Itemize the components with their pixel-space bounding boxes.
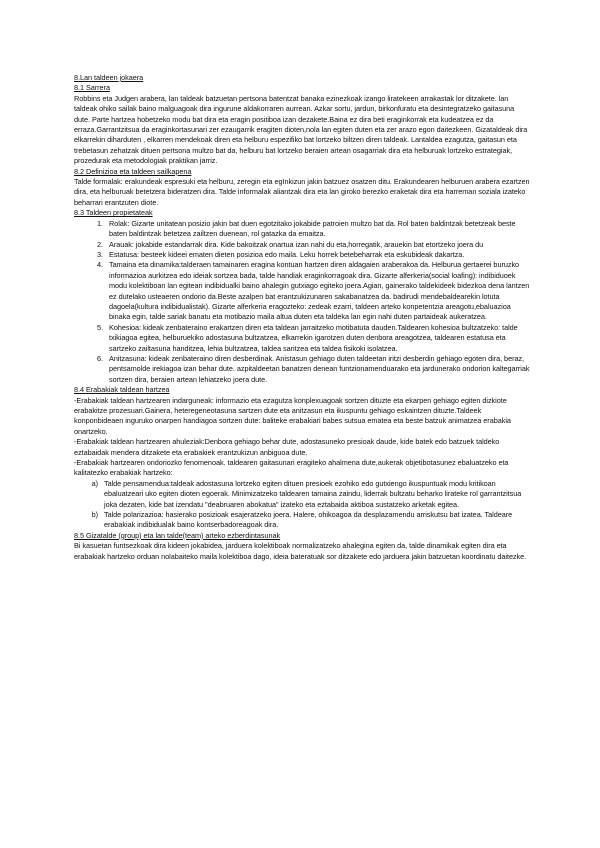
- list-item-text: Anitzasuna: kideak zenbateraino diren desberdinak. Anistasun gehiago duten taldeetan iritzi desberdin gehiago egoten dira, beraz, pentsamolde irekiagoa izan behar dute. azpitaldeetan banatzen denean funtzionamenduarako eta jardunerako ondorion kaltegarriak sortzen dira, beraien artean lehiatzeko joera dute.: [109, 353, 530, 384]
- list-item: [74, 240, 532, 250]
- list-item: [74, 260, 532, 322]
- section-heading-ezberdintasunak: 8.5 Gizatalde (group) eta lan talde(team) arteko ezberdintasunak: [74, 530, 281, 540]
- list-item-number: 3.: [97, 249, 103, 259]
- list-item: [74, 354, 532, 385]
- list-item-text: Talde pensamendua:taldeak adostasuna lortzeko egiten dituen presioek ezohiko edo gutxiengo ikuspuntuak modu kritikoan ebaluatzeari uko egiten dioten egoerak. Minimizatzeko taldearen tamaina zaindu, liderrak bultzatu beharko lirateke rol garrantzitsua joka dezaten, kide bat izendatu "deabruaren abokatua" izateko eta eztabaida aktiboa sustatzeko arketak egitea.: [104, 478, 522, 509]
- section-heading-erabakiak: 8.4 Erabakiak taldean hartzea: [74, 385, 170, 395]
- section-heading-sarrera: 8.1 Sarrera: [74, 83, 110, 93]
- document-body: [74, 73, 532, 562]
- list-item-text: Estatusa: besteek kideei ematen dieten posizioa edo maila. Leku horrek betebeharrak eta eskubideak dakartza.: [109, 249, 465, 259]
- properties-list: [74, 219, 532, 386]
- list-item: [74, 219, 532, 240]
- list-item-letter: b): [91, 510, 98, 520]
- section-paragraph-fenomenoak: -Erabakiak hartzearen ondoriozko fenomenoak. taldearen gaitasunari eragiteko ahalmena dute,aukerak objetibotasunez ebaluatzeko eta kalitatezko erabakiak hartzeko:: [74, 458, 509, 478]
- list-item-number: 1.: [97, 218, 103, 228]
- list-item-text: Tamaina eta dinamika:talderaen tamainaren eragina kontuan hartzen diren aldagaien araberakoa da. Helburua gertaerei buruzko informazioa aurkitzea edo ideiak sortzea bada, talde handiak eraginkorragoak dira. Gizarte alferkeria(social loafing): indibiduoek modu kolektiboan lan egitean indibidualki baino ahalegin gutxiago egiteko joera.Agian, gainerako taldekideek bidezkoa dena lantzen ez dutelako usteaeren ondorio da.Beste azalpen bat erantzukizunaren sakabanatzea da. badirudi mendebaldearekin lotuta dagoela(kultura indibidualistak). Gizarte alferkeria eragozteko: zedeak ezarri, taldeen arteko konpetentzia areagotu,ebaluazioa binaka egin, talde sariak banatu eta motibazio maila altua duten eta taldeka lan egin nahi duten partaideak aukeratzea.: [109, 260, 530, 322]
- document-title: 8.Lan taldeen jokaera: [74, 73, 144, 82]
- list-item-text: Rolak: Gizarte unitatean posizio jakin bat duen egotzitako jokabide patroien multzo bat da. Rol baten baldintzak betetzeak beste baten baldintzak betetzea zailtzen duenean, rol gatazka da emaitza.: [109, 218, 516, 239]
- list-item-text: Talde polarizazioa: hasierako posizioak esajeratzeko joera. Halere, ohikoagoa da desplazamendu arriskutsu bat izatea. Taldeare erabakiak indibidualak baino kontserbadoreagoak dira.: [104, 510, 513, 530]
- section-paragraph-ezberdintasunak: Bi kasuetan funtsezkoak dira kideen jokabidea, jarduera kolektiboak normalizatzeko ahalegina egiten da, talde dinamikak egiten dira eta erabakiak hartzeko orduan nolabaiteko maila kolektiboa dago, ideia bateratuak sor ditzakete edo jarduera jakin batzuetan koordinatu daitezke.: [74, 541, 527, 561]
- section-heading-definizioa: 8.2 Definizioa eta taldeen sailkapena: [74, 166, 192, 176]
- list-item: [74, 250, 532, 260]
- section-paragraph-ahuleziak: -Erabakiak taldean hartzearen ahuleziak:Denbora gehiago behar dute, adostasuneko presioak daude, kide batek edo batzuek taldeko eztabaidak mendera ditzakete eta erabakiek erantzukizun anbiguoa dute.: [74, 437, 500, 457]
- list-item-letter: a): [91, 478, 98, 488]
- list-item-number: 2.: [97, 239, 103, 249]
- list-item-number: 6.: [97, 353, 103, 363]
- list-item: [74, 323, 532, 354]
- phenomena-list: [74, 479, 532, 531]
- list-item-number: 5.: [97, 322, 103, 332]
- list-item: [74, 479, 532, 510]
- section-paragraph-sarrera: Robbins eta Judgen arabera, lan taldeak batzuetan pertsona batentzat banaka ezinezkoak izango liratekeen arrakastak lor ditzakete. lan taldeak ohiko sailak baino malguagoak dira ingurune aldakorraren aurrean. Azkar sortu, jardun, birkonfuratu eta desintegratzeko gaitasuna dute. Parte hartzea hobetzeko modu bat dira eta eragin positiboa izan dezakete.Baina ez dira beti eraginkorrak eta kudeatzea ez da erraza.Garrantzitsua da eraginkortasunari zer ezaugarrik eragiten dioten,nola lan egiten duten eta zer arazo egon daitezkeen. Gizataldeak dira elkarrekin diharduten , elkarren mendekoak diren eta helburu espezifiko bat lortzeko biltzen diren taldeak. Lantaldea ezagutza, gaitasun eta trebetasun zehatzak dituen pertsona multzo bat da, helburu bat lortzeko beraien artean osagarriak dira eta helburuak lortzeko estrategiak, prozedurak eta metodologiak praktikan jarriz.: [74, 93, 528, 166]
- list-item-text: Arauak: jokabide estandarrak dira. Kide bakoitzak onartua izan nahi du eta,horregatik, arauekin bat etortzeko joera du: [109, 239, 484, 249]
- list-item: [74, 510, 532, 531]
- list-item-text: Kohesioa: kideak zenbateraino erakartzen diren eta taldean jarraitzeko motibatuta dauden.Taldearen kohesioa bultzatzeko: talde txikiagoa egitea, helburuekiko adostasuna bultzatzea, elkarrekin igarotzen duten denbora areagotzea, taldearen estatusa eta sartzeko zailtasuna handitzea, lehia bultzatzea, taldea saritzea eta taldea fisikoki isolatzea.: [109, 322, 518, 353]
- section-heading-propietateak: 8.3 Taldeen propietateak: [74, 208, 153, 218]
- list-item-number: 4.: [97, 260, 103, 270]
- section-paragraph-definizioa: Talde formalak: erakundeak espresuki eta helburu, zeregin eta egInkizun jakin batzuez osatzen ditu. Erakundearen helburuen arabera ezartzen dira, eta helburuak betetzera bideratzen dira. Talde informalak aliantzak dira eta lan giroko berezko eraketak dira eta harreman soziala izateko beharrari erantzuten diote.: [74, 177, 530, 207]
- section-paragraph-indarguneak: -Erabakiak taldean hartzearen indarguneak: informazio eta ezagutza konplexuagoak sortzen dituzte eta ekarpen gehiago egiten dizkiote erabakitze prozesuari.Gainera, heteregeneotasuna sartzen dute eta anitzasun eta ikuspuntu gehiago eskaintzen dituzte.Taldeek konponbideaen inguruko onarpen handiagoa sortzen dute: baliteke erabakiari babes sutsua ematea eta beste batzuk animatzea erabakia onartzeko.: [74, 395, 511, 436]
